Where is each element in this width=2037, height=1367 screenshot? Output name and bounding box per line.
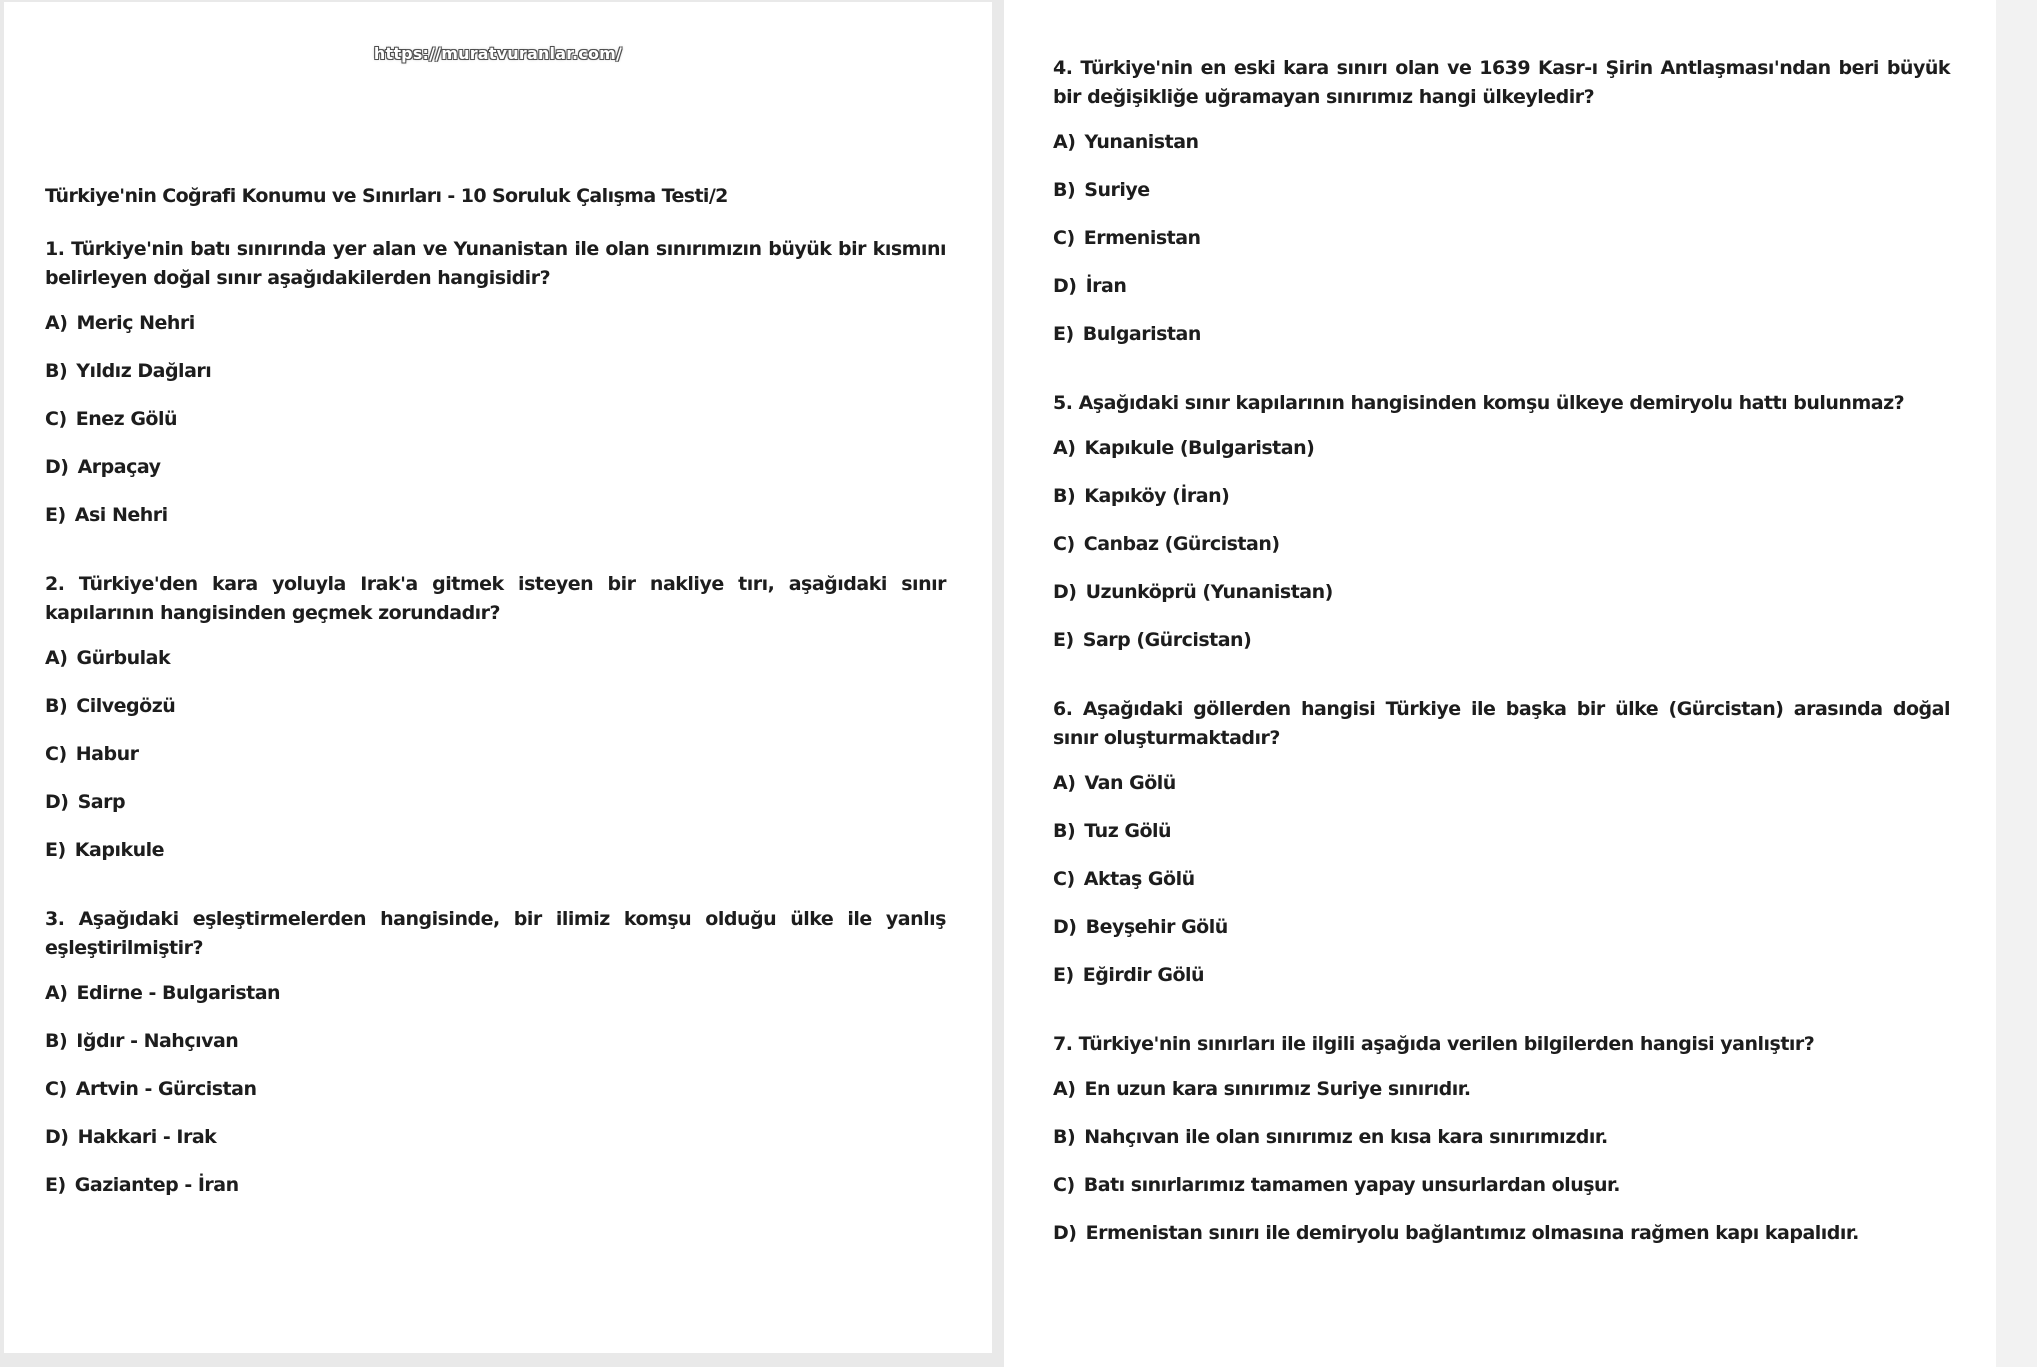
answer-option — [45, 740, 946, 769]
option-text: Gaziantep - İran — [74, 1174, 239, 1196]
option-text: Hakkari - Irak — [77, 1126, 217, 1148]
question-number: 2. — [45, 573, 65, 595]
option-label: E) — [45, 839, 66, 861]
answer-option — [1053, 482, 1950, 511]
option-label: D) — [1053, 275, 1077, 297]
answer-option — [45, 979, 946, 1008]
question-stem — [1053, 389, 1950, 418]
option-text: Ermenistan — [1083, 227, 1201, 249]
option-text: Sarp — [77, 791, 126, 813]
option-text: Edirne - Bulgaristan — [76, 982, 281, 1004]
answer-option — [45, 357, 946, 386]
answer-option — [1053, 434, 1950, 463]
option-label: A) — [1053, 1078, 1076, 1100]
option-text: Uzunköprü (Yunanistan) — [1085, 581, 1333, 603]
option-text: Asi Nehri — [74, 504, 168, 526]
option-label: B) — [1053, 820, 1076, 842]
option-label: B) — [1053, 1126, 1076, 1148]
page-1 — [4, 2, 992, 1353]
option-text: Suriye — [1084, 179, 1150, 201]
answer-option — [45, 1027, 946, 1056]
option-label: B) — [45, 360, 68, 382]
question-1 — [45, 235, 946, 530]
question-stem-text: Aşağıdaki eşleştirmelerden hangisinde, bir ilimiz komşu olduğu ülke ile yanlış eşleştirilmiştir? — [45, 908, 946, 959]
option-label: D) — [45, 1126, 69, 1148]
option-text: Gürbulak — [76, 647, 171, 669]
answer-option — [1053, 128, 1950, 157]
option-text: Kapıkule (Bulgaristan) — [1084, 437, 1315, 459]
questions-column-right — [1053, 54, 1950, 1248]
option-text: Iğdır - Nahçıvan — [76, 1030, 239, 1052]
option-label: E) — [45, 1174, 66, 1196]
answer-option — [1053, 272, 1950, 301]
answer-option — [1053, 1219, 1950, 1248]
answer-option — [45, 453, 946, 482]
answer-option — [1053, 913, 1950, 942]
question-7 — [1053, 1030, 1950, 1248]
question-stem — [1053, 1030, 1950, 1059]
answer-option — [1053, 176, 1950, 205]
question-number: 5. — [1053, 392, 1073, 414]
option-label: C) — [1053, 227, 1075, 249]
option-label: E) — [1053, 323, 1074, 345]
option-text: Tuz Gölü — [1084, 820, 1172, 842]
question-5 — [1053, 389, 1950, 655]
question-number: 7. — [1053, 1033, 1073, 1055]
answer-option — [45, 692, 946, 721]
option-text: En uzun kara sınırımız Suriye sınırıdır. — [1084, 1078, 1471, 1100]
option-label: C) — [45, 1078, 67, 1100]
option-text: Nahçıvan ile olan sınırımız en kısa kara sınırımızdır. — [1084, 1126, 1608, 1148]
option-label: D) — [1053, 581, 1077, 603]
option-label: E) — [1053, 629, 1074, 651]
answer-option — [1053, 224, 1950, 253]
option-label: E) — [45, 504, 66, 526]
option-text: Batı sınırlarımız tamamen yapay unsurlardan oluşur. — [1083, 1174, 1620, 1196]
answer-option — [1053, 320, 1950, 349]
answer-option — [45, 788, 946, 817]
background-strip — [1996, 0, 2037, 1367]
option-text: Enez Gölü — [75, 408, 178, 430]
option-label: B) — [1053, 179, 1076, 201]
answer-option — [1053, 578, 1950, 607]
option-label: C) — [45, 408, 67, 430]
question-number: 4. — [1053, 57, 1073, 79]
question-stem-text: Türkiye'nin batı sınırında yer alan ve Yunanistan ile olan sınırımızın büyük bir kısmını belirleyen doğal sınır aşağıdakilerden hangisidir? — [45, 238, 946, 289]
question-4 — [1053, 54, 1950, 349]
option-label: D) — [1053, 1222, 1077, 1244]
option-text: Arpaçay — [77, 456, 161, 478]
option-label: C) — [45, 743, 67, 765]
questions-column-left — [45, 235, 946, 1200]
page-2 — [1004, 0, 1996, 1367]
option-text: Kapıköy (İran) — [1084, 485, 1230, 507]
answer-option — [1053, 530, 1950, 559]
answer-option — [45, 1171, 946, 1200]
question-stem-text: Türkiye'den kara yoluyla Irak'a gitmek isteyen bir nakliye tırı, aşağıdaki sınır kapılarının hangisinden geçmek zorundadır? — [45, 573, 946, 624]
answer-option — [1053, 769, 1950, 798]
answer-option — [45, 309, 946, 338]
answer-option — [1053, 865, 1950, 894]
option-label: A) — [1053, 131, 1076, 153]
answer-option — [45, 1123, 946, 1152]
option-label: C) — [1053, 868, 1075, 890]
answer-option — [45, 644, 946, 673]
answer-option — [45, 1075, 946, 1104]
option-label: C) — [1053, 533, 1075, 555]
site-watermark: https://muratvuranlar.com/ — [373, 44, 623, 63]
option-text: Habur — [75, 743, 139, 765]
question-number: 1. — [45, 238, 65, 260]
option-label: A) — [45, 982, 68, 1004]
option-text: Artvin - Gürcistan — [75, 1078, 257, 1100]
option-text: Eğirdir Gölü — [1082, 964, 1205, 986]
answer-option — [1053, 1123, 1950, 1152]
option-text: Bulgaristan — [1082, 323, 1201, 345]
question-number: 6. — [1053, 698, 1073, 720]
question-stem — [45, 235, 946, 293]
option-label: A) — [1053, 772, 1076, 794]
question-stem — [45, 570, 946, 628]
option-text: Aktaş Gölü — [1083, 868, 1195, 890]
answer-option — [45, 501, 946, 530]
option-text: Yunanistan — [1084, 131, 1199, 153]
option-label: B) — [1053, 485, 1076, 507]
option-label: B) — [45, 695, 68, 717]
option-text: Van Gölü — [1084, 772, 1176, 794]
answer-option — [45, 836, 946, 865]
option-label: D) — [1053, 916, 1077, 938]
answer-option — [45, 405, 946, 434]
option-label: B) — [45, 1030, 68, 1052]
option-text: Canbaz (Gürcistan) — [1083, 533, 1280, 555]
answer-option — [1053, 1171, 1950, 1200]
question-stem — [1053, 695, 1950, 753]
option-label: D) — [45, 791, 69, 813]
question-stem — [45, 905, 946, 963]
answer-option — [1053, 1075, 1950, 1104]
option-label: A) — [45, 312, 68, 334]
question-number: 3. — [45, 908, 65, 930]
answer-option — [1053, 626, 1950, 655]
option-label: C) — [1053, 1174, 1075, 1196]
option-text: İran — [1085, 275, 1127, 297]
question-stem — [1053, 54, 1950, 112]
option-label: D) — [45, 456, 69, 478]
question-6 — [1053, 695, 1950, 990]
option-text: Beyşehir Gölü — [1085, 916, 1228, 938]
answer-option — [1053, 817, 1950, 846]
option-text: Kapıkule — [74, 839, 165, 861]
option-text: Sarp (Gürcistan) — [1082, 629, 1252, 651]
question-stem-text: Türkiye'nin sınırları ile ilgili aşağıda verilen bilgilerden hangisi yanlıştır? — [1078, 1033, 1815, 1055]
option-label: E) — [1053, 964, 1074, 986]
option-text: Meriç Nehri — [76, 312, 195, 334]
answer-option — [1053, 961, 1950, 990]
option-label: A) — [45, 647, 68, 669]
document-title: Türkiye'nin Coğrafi Konumu ve Sınırları - 10 Soruluk Çalışma Testi/2 — [45, 185, 728, 207]
question-3 — [45, 905, 946, 1200]
question-stem-text: Aşağıdaki göllerden hangisi Türkiye ile başka bir ülke (Gürcistan) arasında doğal sınır oluşturmaktadır? — [1053, 698, 1950, 749]
question-stem-text: Aşağıdaki sınır kapılarının hangisinden komşu ülkeye demiryolu hattı bulunmaz? — [1078, 392, 1905, 414]
question-stem-text: Türkiye'nin en eski kara sınırı olan ve 1639 Kasr-ı Şirin Antlaşması'ndan beri büyük bir değişikliğe uğramayan sınırımız hangi ülkeyledir? — [1053, 57, 1950, 108]
option-text: Ermenistan sınırı ile demiryolu bağlantımız olmasına rağmen kapı kapalıdır. — [1085, 1222, 1859, 1244]
option-text: Cilvegözü — [76, 695, 176, 717]
option-label: A) — [1053, 437, 1076, 459]
option-text: Yıldız Dağları — [76, 360, 212, 382]
question-2 — [45, 570, 946, 865]
